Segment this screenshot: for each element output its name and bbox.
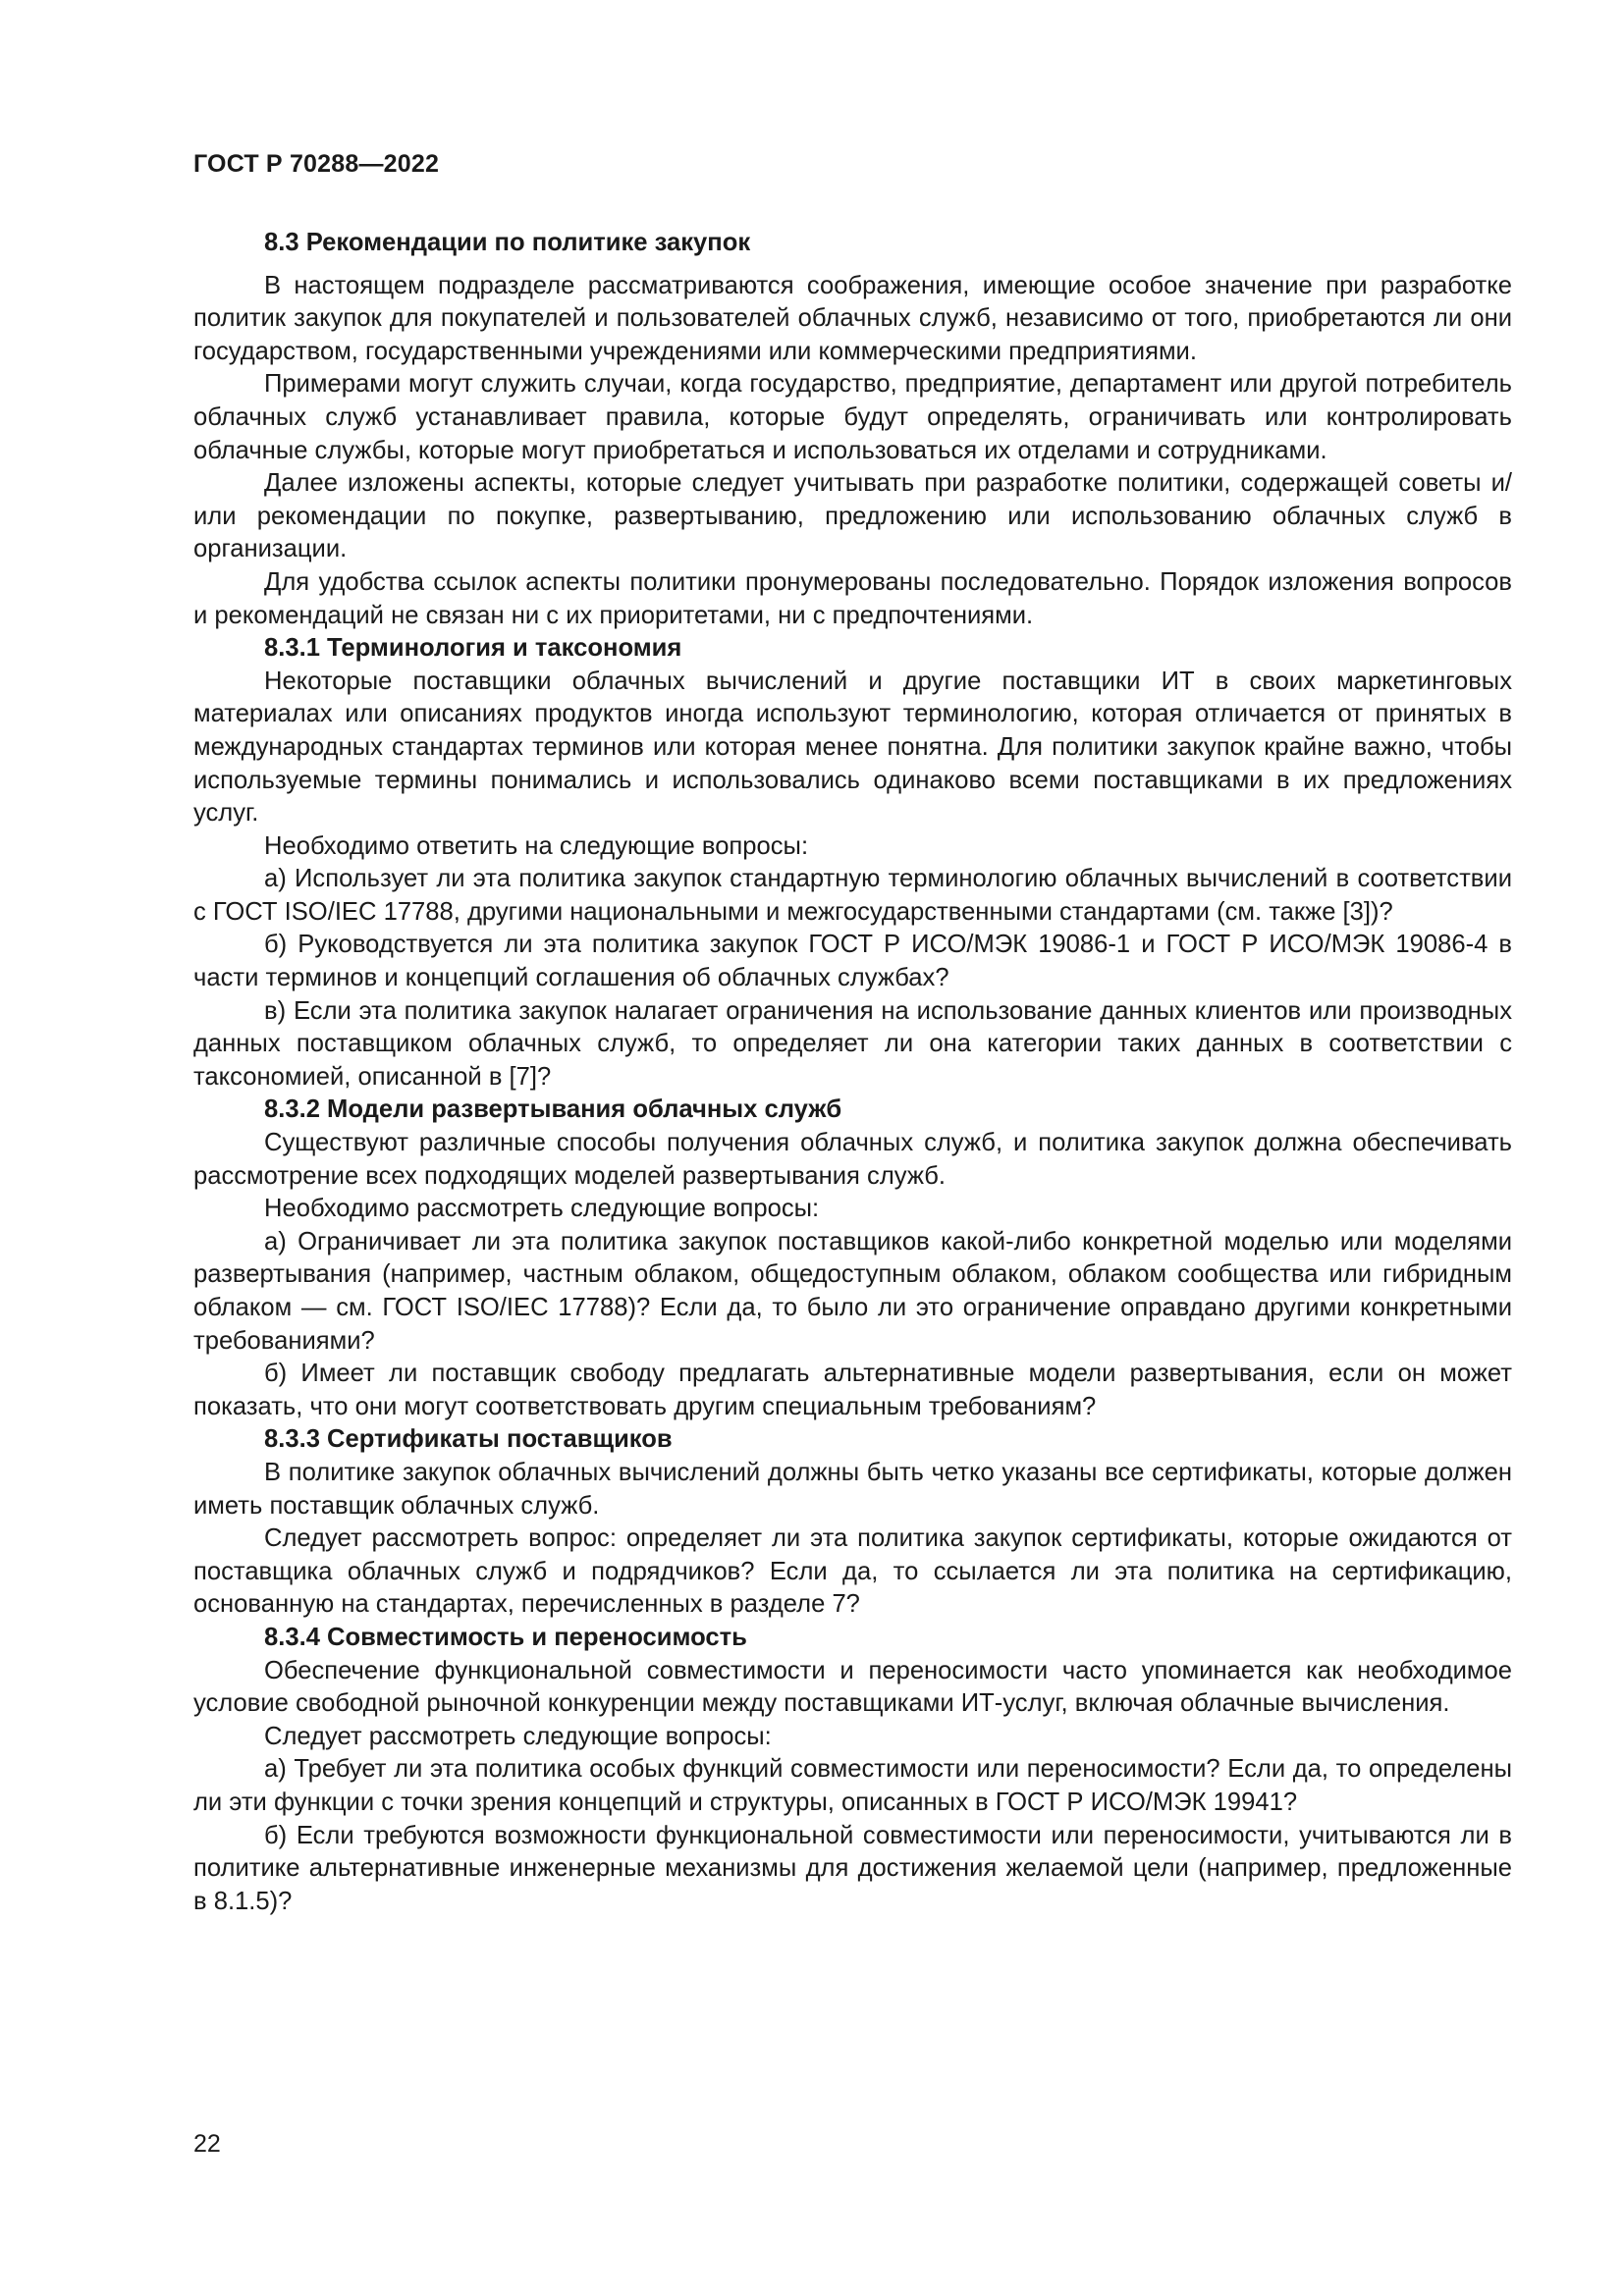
document-body <box>193 227 1512 1918</box>
subsection-paragraph: Некоторые поставщики облачных вычислений и другие поставщики ИТ в своих маркетинговых материалах или описаниях продуктов иногда используют терминологию, которая отличается от принятых в международных стандартах терминов или которая менее понятна. Для политики закупок крайне важно, чтобы используемые термины понимались и использовались одинаково всеми поставщиками в их предложениях услуг. <box>193 667 1512 828</box>
subsection-paragraph: Необходимо ответить на следующие вопросы: <box>264 831 809 860</box>
subsection-list-item: а) Использует ли эта политика закупок стандартную терминологию облачных вычислений в соответствии с ГОСТ ISO/IEC 17788, другими национальными и межгосударственными стандартами (см. также [3])? <box>193 865 1512 926</box>
section-paragraph: Примерами могут служить случаи, когда государство, предприятие, департамент или другой потребитель облачных служб устанавливает правила, которые будут определять, ограничивать или контролировать облачные службы, которые могут приобретаться и использоваться их отделами и сотрудниками. <box>193 370 1512 464</box>
subsection-paragraph: Следует рассмотреть следующие вопросы: <box>264 1722 772 1750</box>
section-title: 8.3 Рекомендации по политике закупок <box>264 229 751 256</box>
subsection-list-item: а) Требует ли эта политика особых функций совместимости или переносимости? Если да, то определены ли эти функции с точки зрения концепций и структуры, описанных в ГОСТ Р ИСО/МЭК 19941? <box>193 1755 1512 1816</box>
subsection-paragraph: Необходимо рассмотреть следующие вопросы: <box>264 1195 820 1223</box>
subsection-list-item: б) Имеет ли поставщик свободу предлагать альтернативные модели развертывания, если он может показать, что они могут соответствовать другим специальным требованиям? <box>193 1360 1512 1420</box>
subsection-paragraph: Следует рассмотреть вопрос: определяет ли эта политика закупок сертификаты, которые ожидаются от поставщика облачных служб и подрядчиков? Если да, то ссылается ли эта политика на сертификацию, основанную на стандартах, перечисленных в разделе 7? <box>193 1524 1512 1619</box>
subsection-title-8-3-3: 8.3.3 Сертификаты поставщиков <box>264 1425 673 1454</box>
subsection-list-item: б) Если требуются возможности функциональной совместимости или переносимости, учитываются ли в политике альтернативные инженерные механизмы для достижения желаемой цели (например, предложенные в 8.1.5)? <box>193 1821 1512 1915</box>
subsection-list-item: в) Если эта политика закупок налагает ограничения на использование данных клиентов или производных данных поставщиком облачных служб, то определяет ли она категории таких данных в соответствии с таксономией, описанной в [7]? <box>193 996 1512 1091</box>
subsection-paragraph: В политике закупок облачных вычислений должны быть четко указаны все сертификаты, которые должен иметь поставщик облачных служб. <box>193 1458 1512 1520</box>
section-paragraph: В настоящем подразделе рассматриваются соображения, имеющие особое значение при разработке политик закупок для покупателей и пользователей облачных служб, независимо от того, приобретаются ли они государством, государственными учреждениями или коммерческими предприятиями. <box>193 271 1512 365</box>
subsection-paragraph: Существуют различные способы получения облачных служб, и политика закупок должна обеспечивать рассмотрение всех подходящих моделей развертывания служб. <box>193 1129 1512 1190</box>
subsection-title-8-3-2: 8.3.2 Модели развертывания облачных служб <box>264 1095 842 1124</box>
page-number: 22 <box>193 2130 221 2158</box>
document-code-header: ГОСТ Р 70288—2022 <box>193 150 440 178</box>
subsection-title-8-3-1: 8.3.1 Терминология и таксономия <box>264 634 682 663</box>
subsection-list-item: а) Ограничивает ли эта политика закупок поставщиков какой-либо конкретной моделью или моделями развертывания (например, частным облаком, общедоступным облаком, облаком сообщества или гибридным облаком — см. ГОСТ ISO/IEC 17788)? Если да, то было ли это ограничение оправдано другими конкретными требованиями? <box>193 1227 1512 1355</box>
subsection-list-item: б) Руководствуется ли эта политика закупок ГОСТ Р ИСО/МЭК 19086-1 и ГОСТ Р ИСО/МЭК 19086-4 в части терминов и концепций соглашения об облачных службах? <box>193 931 1512 992</box>
section-paragraph: Далее изложены аспекты, которые следует учитывать при разработке политики, содержащей советы и/или рекомендации по покупке, развертыванию, предложению или использованию облачных служб в организации. <box>193 469 1512 563</box>
subsection-paragraph: Обеспечение функциональной совместимости и переносимости часто упоминается как необходимое условие свободной рыночной конкуренции между поставщиками ИТ-услуг, включая облачные вычисления. <box>193 1656 1512 1718</box>
section-paragraph: Для удобства ссылок аспекты политики пронумерованы последовательно. Порядок изложения вопросов и рекомендаций не связан ни с их приоритетами, ни с предпочтениями. <box>193 567 1512 629</box>
subsection-title-8-3-4: 8.3.4 Совместимость и переносимость <box>264 1623 747 1651</box>
